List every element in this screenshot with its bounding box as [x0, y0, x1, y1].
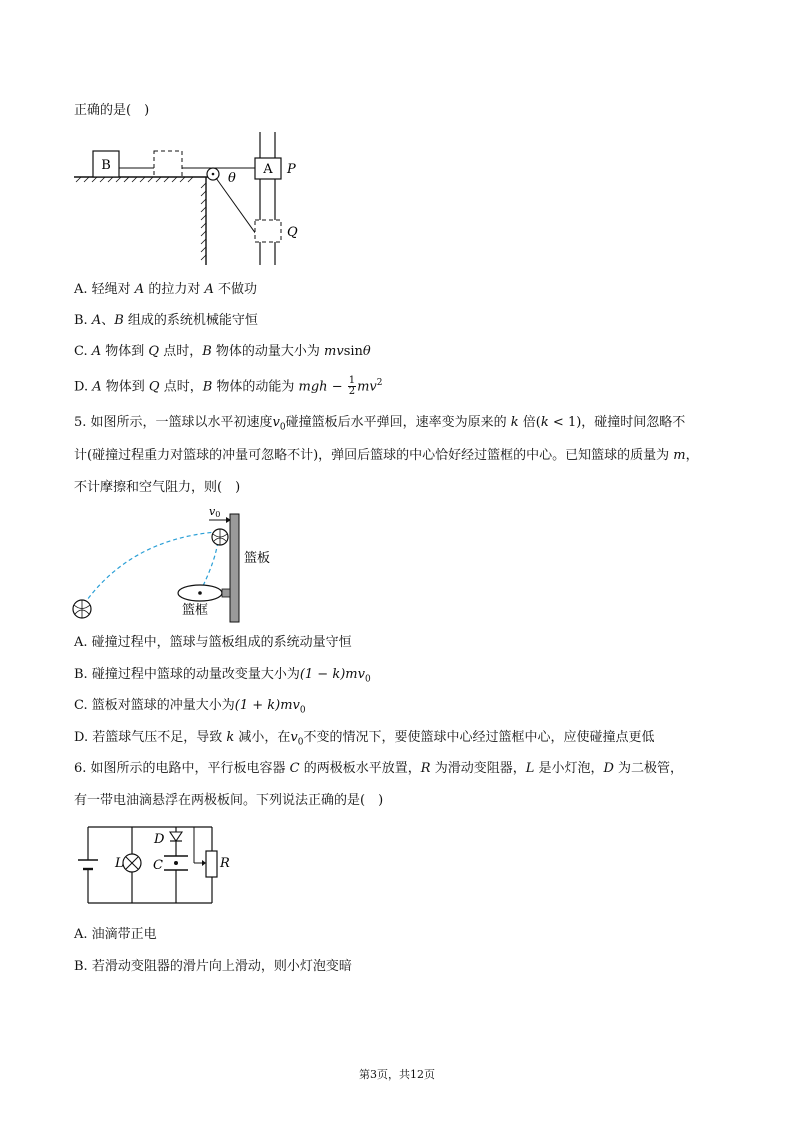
q6-stem-line2: 有一带电油滴悬浮在两极板间。下列说法正确的是( ) — [74, 793, 384, 808]
q5-option-a: A. 碰撞过程中，篮球与篮板组成的系统动量守恒 — [74, 635, 352, 650]
q5-figure — [66, 500, 296, 630]
q6-stem-line1: 6. 如图所示的电路中，平行板电容器 C 的两极板水平放置，R 为滑动变阻器，L 是小灯泡，D 为二极管， — [74, 761, 684, 776]
q4-label-p: P — [287, 162, 296, 177]
q4-option-a: A. 轻绳对 A 的拉力对 A 不做功 — [74, 282, 257, 297]
q4-label-q: Q — [287, 225, 298, 240]
q4-figure — [70, 130, 330, 270]
q4-option-c: C. A 物体到 Q 点时，B 物体的动量大小为 mvsinθ — [74, 344, 371, 359]
q4-label-b: B — [101, 158, 111, 173]
q6-option-a: A. 油滴带正电 — [74, 927, 157, 942]
q4-fraction: $\frac{1}{2}$ — [348, 375, 356, 398]
q5-label-backboard: 篮板 — [244, 551, 271, 566]
q4-option-b: B. A、B 组成的系统机械能守恒 — [74, 313, 258, 328]
q5-option-d: D. 若篮球气压不足，导致 k 减小，在$v_0$不变的情况下，要使篮球中心经过篮框中心，应使碰撞点更低 — [74, 730, 655, 748]
q6-label-diode: D — [154, 832, 165, 847]
q5-stem-line1: 5. 如图所示，一篮球以水平初速度$v_0$碰撞篮板后水平弹回，速率变为原来的 k 倍(k < 1)，碰撞时间忽略不 — [74, 415, 686, 433]
q4-stem-tail: 正确的是( ) — [74, 103, 150, 118]
q6-label-capacitor: C — [153, 858, 163, 873]
page-footer: 第3页，共12页 — [359, 1068, 435, 1081]
q6-option-b: B. 若滑动变阻器的滑片向上滑动，则小灯泡变暗 — [74, 959, 352, 974]
q4-label-theta: θ — [228, 171, 236, 186]
q6-label-rheostat: R — [220, 856, 230, 871]
q5-option-c: C. 篮板对篮球的冲量大小为$(1 + k)mv_0$ — [74, 698, 306, 716]
q4-option-d: D. A 物体到 Q 点时，B 物体的动能为 mgh − $\frac{1}{2}$ $mv^2$ — [74, 375, 383, 398]
q6-label-lamp: L — [115, 856, 124, 871]
q6-figure — [74, 823, 234, 907]
q5-stem-line3: 不计摩擦和空气阻力，则( ) — [74, 480, 241, 495]
q4-label-a: A — [263, 162, 273, 177]
q5-label-v0: v0 — [209, 505, 221, 519]
q5-label-hoop: 篮框 — [182, 603, 209, 618]
q5-stem-line2: 计(碰撞过程重力对篮球的冲量可忽略不计)，弹回后篮球的中心恰好经过篮框的中心。已知篮球的质量为 m， — [74, 448, 699, 463]
q5-option-b: B. 碰撞过程中篮球的动量改变量大小为$(1 - k)mv_0$ — [74, 667, 371, 685]
